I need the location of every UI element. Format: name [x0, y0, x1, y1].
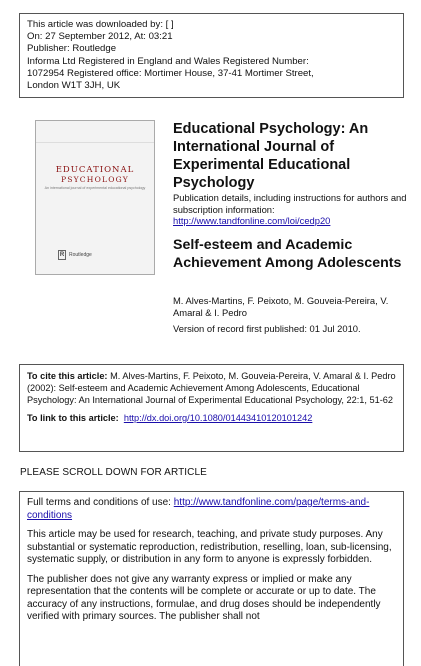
publisher-line: Publisher: Routledge — [27, 43, 117, 55]
registered-office-line: 1072954 Registered office: Mortimer House, 37-41 Mortimer Street, — [27, 67, 314, 79]
terms-box — [19, 491, 404, 666]
cite-label: To cite this article: — [27, 371, 108, 381]
scroll-notice: PLEASE SCROLL DOWN FOR ARTICLE — [20, 467, 207, 478]
terms-intro-paragraph — [27, 497, 396, 522]
publisher-logo-icon: R — [59, 252, 65, 258]
version-of-record: Version of record first published: 01 Jul 2010. — [173, 323, 361, 334]
terms-paragraph-usage: This article may be used for research, teaching, and private study purposes. Any substantial or systematic reproduction, redistribution, reselling, loan, sub-licensing, systematic supply, or distribution in any form to anyone is expressly forbidden. — [27, 529, 392, 565]
registration-line: Informa Ltd Registered in England and Wales Registered Number: — [27, 55, 309, 67]
address-line: London W1T 3JH, UK — [27, 80, 121, 92]
journal-title: Educational Psychology: An International Journal of Experimental Educational Psychology — [173, 121, 369, 191]
cover-publisher-name: Routledge — [69, 252, 92, 258]
publication-details-text: Publication details, including instructions for authors and subscription information: — [173, 192, 407, 215]
article-doi-link[interactable]: http://dx.doi.org/10.1080/01443410120101242 — [123, 413, 313, 423]
download-info-box — [19, 13, 404, 98]
publication-details — [173, 192, 413, 227]
journal-link[interactable]: http://www.tandfonline.com/loi/cedp20 — [173, 215, 331, 226]
cover-title-line1: EDUCATIONAL — [55, 165, 135, 175]
cover-subtitle: An international journal of experimental educational psychology — [44, 186, 146, 190]
cover-publisher — [58, 250, 92, 260]
download-info-line: This article was downloaded by: [ ] — [27, 19, 174, 30]
terms-intro: Full terms and conditions of use: — [27, 497, 171, 508]
citation-paragraph — [27, 370, 396, 406]
cite-text: M. Alves-Martins, F. Peixoto, M. Gouveia-Pereira, V. Amaral & I. Pedro (2002): Self-esteem and Academic Achievement Among Adolescents, Educational Psychology: An International Journal of Experimental Educational Psychology, 22:1, 51-62 — [27, 371, 396, 405]
citation-box — [19, 364, 404, 452]
terms-link[interactable]: http://www.tandfonline.com/page/terms-and-conditions — [27, 497, 370, 521]
cover-title-line2: PSYCHOLOGY — [60, 175, 130, 184]
article-link-label: To link to this article: — [27, 413, 119, 423]
download-date-line: On: 27 September 2012, At: 03:21 — [27, 31, 173, 43]
article-authors: M. Alves-Martins, F. Peixoto, M. Gouveia-Pereira, V. Amaral & I. Pedro — [173, 295, 389, 319]
article-title: Self-esteem and Academic Achievement Among Adolescents — [173, 237, 402, 271]
article-link-paragraph — [27, 412, 396, 424]
cover-header-strip — [36, 121, 154, 143]
journal-cover-image — [35, 120, 155, 275]
terms-paragraph-warranty: The publisher does not give any warranty express or implied or make any representation that the contents will be complete or accurate or up to date. The accuracy of any instructions, formulae, and drug doses should be independently verified with primary sources. The publisher shall not — [27, 573, 381, 622]
